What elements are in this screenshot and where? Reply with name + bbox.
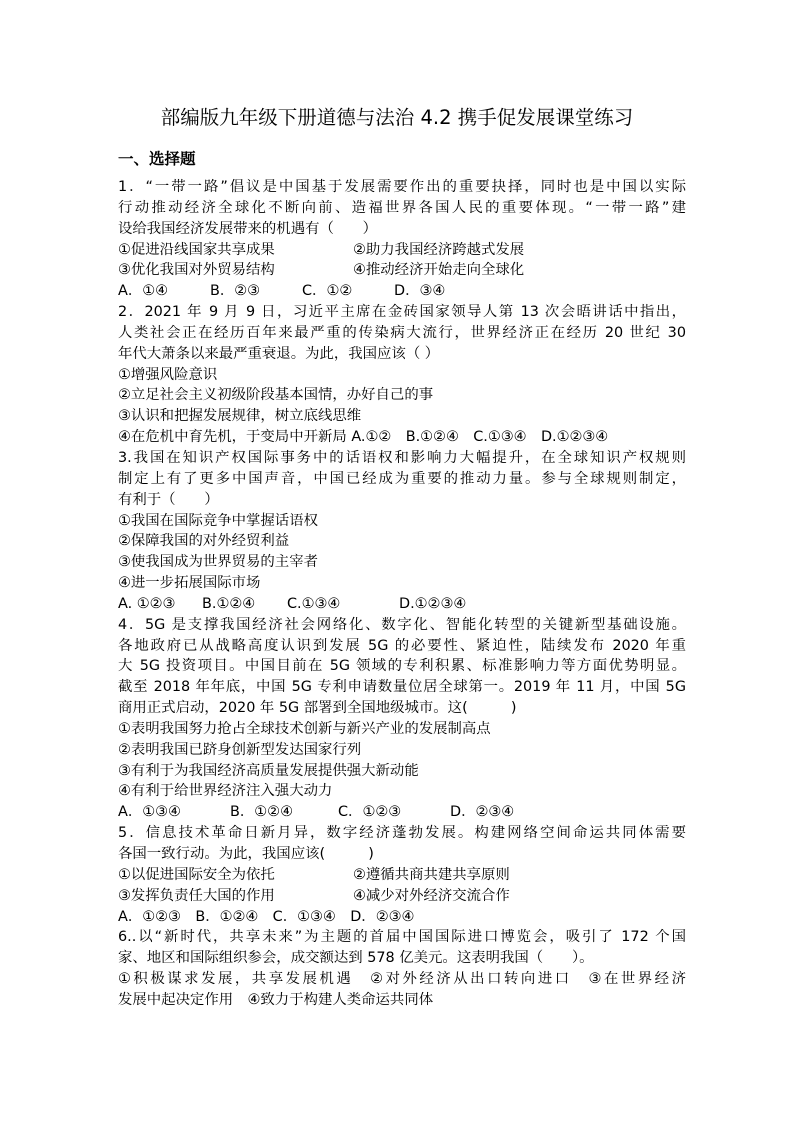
q3-stem-line-3: 有利于（ ） — [118, 491, 219, 508]
q6-options-line-1: ①积极谋求发展，共享发展机遇 ②对外经济从出口转向进口 ③在世界经济 — [118, 971, 686, 988]
q4-stem-line-3: 大 5G 投资项目。中国目前在 5G 领域的专利积累、标准影响力等方面优势明显。 — [118, 658, 686, 675]
q5-option-2: ②遵循共商共建共享原则 — [353, 866, 510, 883]
q5-options-row-2 — [118, 886, 686, 907]
question-list — [118, 177, 686, 1011]
q1-option-4: ④推动经济开始走向全球化 — [353, 262, 525, 279]
q1-option-1: ①促进沿线国家共享成果 — [118, 241, 275, 258]
q3-stem-line-1: 3.我国在知识产权国际事务中的话语权和影响力大幅提升，在全球知识产权规则 — [118, 449, 686, 466]
q6-stem-line-1: 6..以“新时代，共享未来”为主题的首届中国国际进口博览会，吸引了 172 个国 — [118, 929, 686, 946]
q1-option-2: ②助力我国经济跨越式发展 — [353, 241, 525, 258]
q4-choice-b: B．①②④ — [230, 804, 293, 821]
q1-choice-d: D．③④ — [394, 283, 446, 300]
q3-choice-b: B.①②④ — [202, 595, 256, 612]
q4-option-2: ②表明我国已跻身创新型发达国家行列 — [118, 741, 362, 758]
q5-option-3: ③发挥负责任大国的作用 — [118, 887, 275, 904]
q2-option-4-and-answers: ④在危机中育先机，于变局中开新局 A.①② B.①②④ C.①③④ D.①②③④ — [118, 429, 609, 446]
q3-choice-d: D.①②③④ — [399, 595, 467, 612]
q1-options-row-2 — [118, 260, 686, 281]
q5-option-4: ④减少对外经济交流合作 — [353, 887, 510, 904]
q3-option-3: ③使我国成为世界贸易的主宰者 — [118, 554, 318, 571]
section-heading: 一、选择题 — [118, 150, 196, 168]
q1-options-row-1 — [118, 240, 686, 261]
document-title: 部编版九年级下册道德与法治 4.2 携手促发展课堂练习 — [160, 106, 634, 129]
q6-options-line-2: 发展中起决定作用 ④致力于构建人类命运共同体 — [118, 991, 434, 1008]
q1-answer-choices — [118, 281, 686, 302]
q4-option-4: ④有利于给世界经济注入强大动力 — [118, 783, 333, 800]
q3-option-2: ②保障我国的对外经贸利益 — [118, 533, 290, 550]
q4-choice-a: A．①③④ — [118, 804, 181, 821]
q3-choice-a: A. ①②③ — [118, 595, 176, 612]
q4-stem-line-2: 各地政府已从战略高度认识到发展 5G 的必要性、紧迫性，陆续发布 2020 年重 — [118, 637, 686, 654]
q1-stem-line-1: 1．“一带一路”倡议是中国基于发展需要作出的重要抉择，同时也是中国以实际 — [118, 179, 686, 195]
q4-option-3: ③有利于为我国经济高质量发展提供强大新动能 — [118, 762, 419, 779]
q5-option-1: ①以促进国际安全为依托 — [118, 866, 275, 883]
q2-option-2: ②立足社会主义初级阶段基本国情，办好自己的事 — [118, 387, 434, 404]
q4-stem-line-1: 4．5G 是支撑我国经济社会网络化、数字化、智能化转型的关键新型基础设施。 — [118, 616, 686, 633]
q1-choice-c: C．①② — [302, 283, 353, 300]
q1-stem-line-2: 行动推动经济全球化不断向前、造福世界各国人民的重要体现。“一带一路”建 — [118, 199, 686, 216]
q4-answer-choices — [118, 802, 686, 823]
q2-stem-line-2: 人类社会正在经历百年来最严重的传染病大流行，世界经济正在经历 20 世纪 30 — [118, 324, 686, 341]
q1-choice-b: B．②③ — [210, 283, 261, 300]
q3-answer-choices — [118, 594, 686, 615]
q1-option-3: ③优化我国对外贸易结构 — [118, 262, 275, 279]
q5-stem-line-1: 5．信息技术革命日新月异，数字经济蓬勃发展。构建网络空间命运共同体需要 — [118, 825, 686, 842]
q5-answer-choices: A．①②③ B．①②④ C．①③④ D．②③④ — [118, 908, 415, 925]
q2-stem-line-1: 2．2021 年 9 月 9 日，习近平主席在金砖国家领导人第 13 次会晤讲话中指出， — [118, 304, 686, 321]
q4-stem-line-5: 商用正式启动，2020 年 5G 部署到全国地级城市。这( ) — [118, 700, 517, 717]
q3-choice-c: C.①③④ — [287, 595, 341, 612]
q4-choice-c: C．①②③ — [338, 804, 402, 821]
q2-stem-line-3: 年代大萧条以来最严重衰退。为此，我国应该（ ） — [118, 345, 440, 362]
q4-choice-d: D．②③④ — [450, 804, 515, 821]
q1-choice-a: A．①④ — [118, 283, 169, 300]
q2-option-1: ①增强风险意识 — [118, 366, 218, 383]
q4-option-1: ①表明我国努力抢占全球技术创新与新兴产业的发展制高点 — [118, 720, 491, 737]
q1-stem-line-3: 设给我国经济发展带来的机遇有（ ） — [118, 220, 378, 237]
q5-options-row-1 — [118, 865, 686, 886]
q6-stem-line-2: 家、地区和国际组织参会，成交额达到 578 亿美元。这表明我国（ ）。 — [118, 950, 594, 967]
q3-option-1: ①我国在国际竞争中掌握话语权 — [118, 512, 318, 529]
q2-option-3: ③认识和把握发展规律，树立底线思维 — [118, 408, 362, 425]
q4-stem-line-4: 截至 2018 年年底，中国 5G 专利申请数量位居全球第一。2019 年 11 月，中国 5G — [118, 679, 686, 696]
q3-option-4: ④进一步拓展国际市场 — [118, 575, 261, 592]
q3-stem-line-2: 制定上有了更多中国声音，中国已经成为重要的推动力量。参与全球规则制定， — [118, 470, 686, 487]
q5-stem-line-2: 各国一致行动。为此，我国应该( ) — [118, 846, 374, 862]
